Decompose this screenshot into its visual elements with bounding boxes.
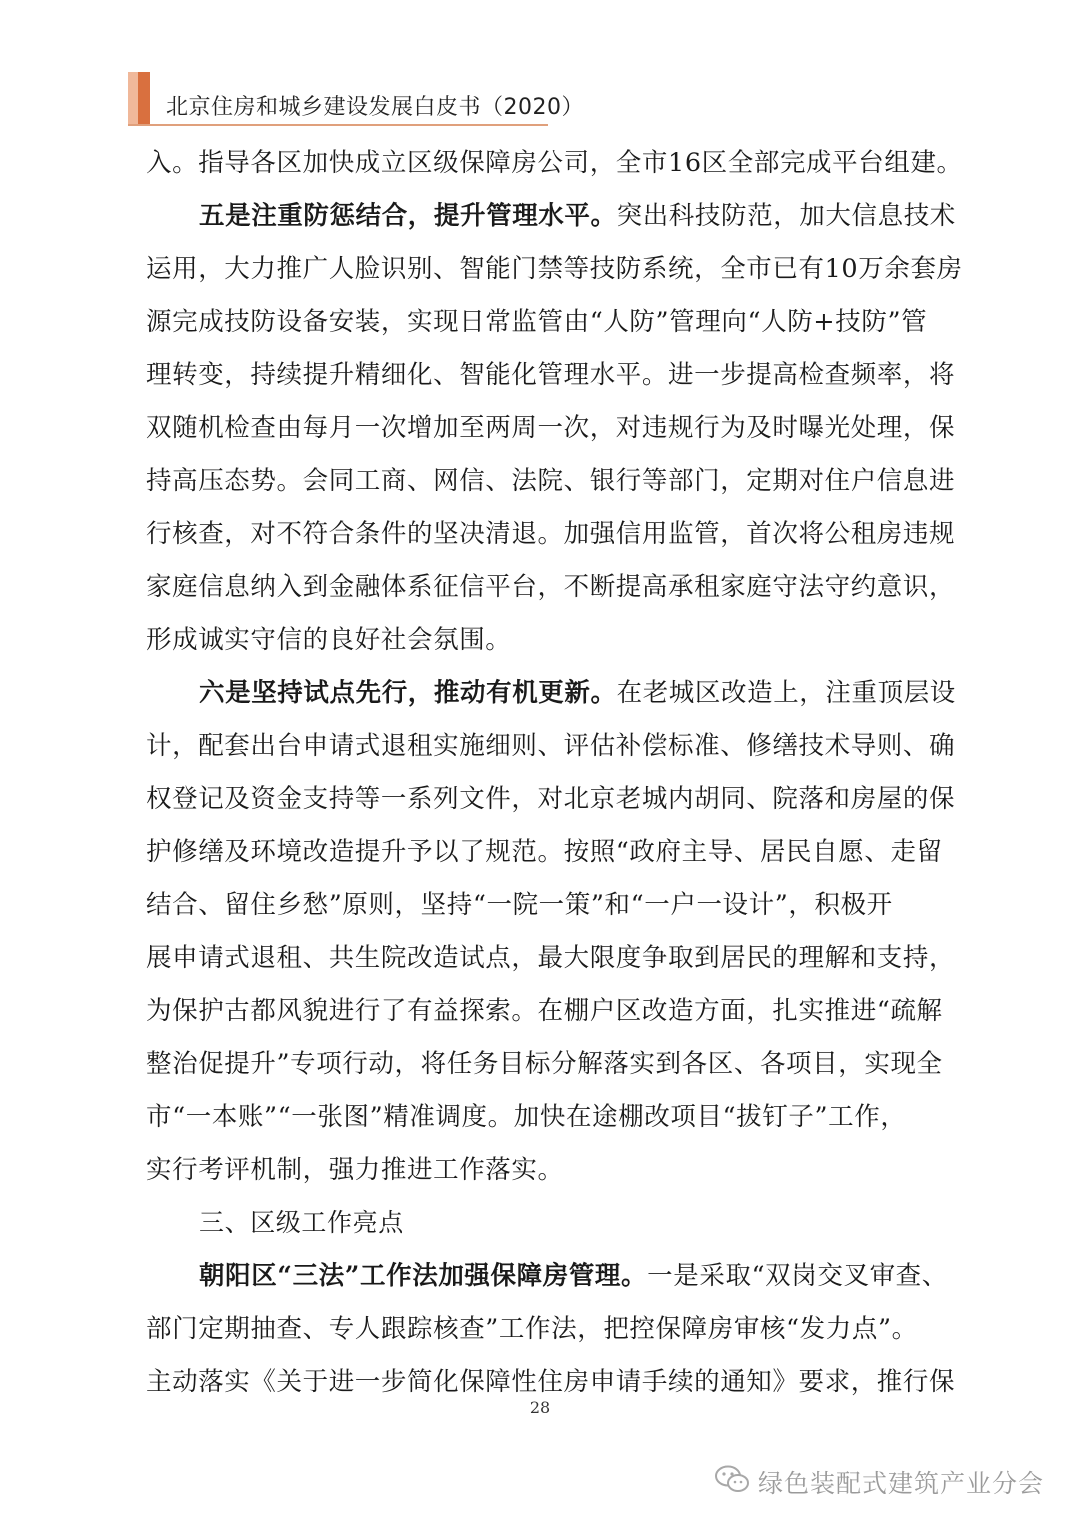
header-underline bbox=[128, 124, 548, 126]
paragraph-heading: 五是注重防惩结合，提升管理水平。 bbox=[199, 201, 617, 231]
text-line: 护修缮及环境改造提升予以了规范。按照“政府主导、居民自愿、走留 bbox=[146, 837, 943, 867]
paragraph-text: 一是采取“双岗交叉审查、 bbox=[647, 1261, 948, 1291]
text-line: 持高压态势。会同工商、网信、法院、银行等部门，定期对住户信息进 bbox=[146, 466, 956, 496]
text-line: 部门定期抽查、专人跟踪核查”工作法，把控保障房审核“发力点”。 bbox=[146, 1314, 918, 1344]
text-line: 双随机检查由每月一次增加至两周一次，对违规行为及时曝光处理，保 bbox=[146, 413, 956, 443]
paragraph-first-line bbox=[146, 670, 956, 723]
text-line: 为保护古都风貌进行了有益探索。在棚户区改造方面，扎实推进“疏解 bbox=[146, 996, 943, 1026]
paragraph-first-line bbox=[146, 193, 956, 246]
text-line: 运用，大力推广人脸识别、智能门禁等技防系统，全市已有10万余套房 bbox=[146, 254, 963, 284]
page-body bbox=[146, 140, 963, 1412]
text-line: 实行考评机制，强力推进工作落实。 bbox=[146, 1155, 564, 1185]
text-line: 结合、留住乡愁”原则，坚持“一院一策”和“一户一设计”，积极开 bbox=[146, 890, 893, 920]
paragraph-text: 在老城区改造上，注重顶层设 bbox=[616, 678, 956, 708]
section-title: 三、区级工作亮点 bbox=[199, 1208, 404, 1237]
page-number: 28 bbox=[529, 1398, 551, 1417]
text-line: 展申请式退租、共生院改造试点，最大限度争取到居民的理解和支持， bbox=[146, 943, 956, 973]
wechat-icon bbox=[714, 1464, 750, 1500]
text-line: 整治促提升”专项行动，将任务目标分解落实到各区、各项目，实现全 bbox=[146, 1049, 943, 1079]
text-line: 理转变，持续提升精细化、智能化管理水平。进一步提高检查频率，将 bbox=[146, 360, 956, 390]
text-line: 入。指导各区加快成立区级保障房公司，全市16区全部完成平台组建。 bbox=[146, 148, 963, 178]
paragraph-heading: 朝阳区“三法”工作法加强保障房管理。 bbox=[199, 1261, 648, 1291]
header-accent-bar-light bbox=[128, 72, 138, 124]
text-line: 计，配套出台申请式退租实施细则、评估补偿标准、修缮技术导则、确 bbox=[146, 731, 956, 761]
paragraph-first-line bbox=[146, 1253, 946, 1306]
header-accent-bar-dark bbox=[138, 72, 150, 124]
text-line: 主动落实《关于进一步简化保障性住房申请手续的通知》要求，推行保 bbox=[146, 1367, 956, 1397]
document-header bbox=[128, 72, 928, 126]
watermark-text: 绿色装配式建筑产业分会 bbox=[757, 1469, 1044, 1498]
text-line: 行核查，对不符合条件的坚决清退。加强信用监管，首次将公租房违规 bbox=[146, 519, 956, 549]
paragraph-heading: 六是坚持试点先行，推动有机更新。 bbox=[199, 678, 617, 708]
text-line: 家庭信息纳入到金融体系征信平台，不断提高承租家庭守法守约意识， bbox=[146, 572, 956, 602]
text-line: 源完成技防设备安装，实现日常监管由“人防”管理向“人防+技防”管 bbox=[146, 307, 928, 337]
text-line: 市“一本账”“一张图”精准调度。加快在途棚改项目“拔钉子”工作， bbox=[146, 1102, 907, 1132]
text-line: 形成诚实守信的良好社会氛围。 bbox=[146, 625, 512, 655]
paragraph-text: 突出科技防范，加大信息技术 bbox=[616, 201, 956, 231]
header-title: 北京住房和城乡建设发展白皮书（2020） bbox=[166, 95, 584, 120]
text-line: 权登记及资金支持等一系列文件，对北京老城内胡同、院落和房屋的保 bbox=[146, 784, 956, 814]
source-watermark bbox=[714, 1462, 1044, 1502]
